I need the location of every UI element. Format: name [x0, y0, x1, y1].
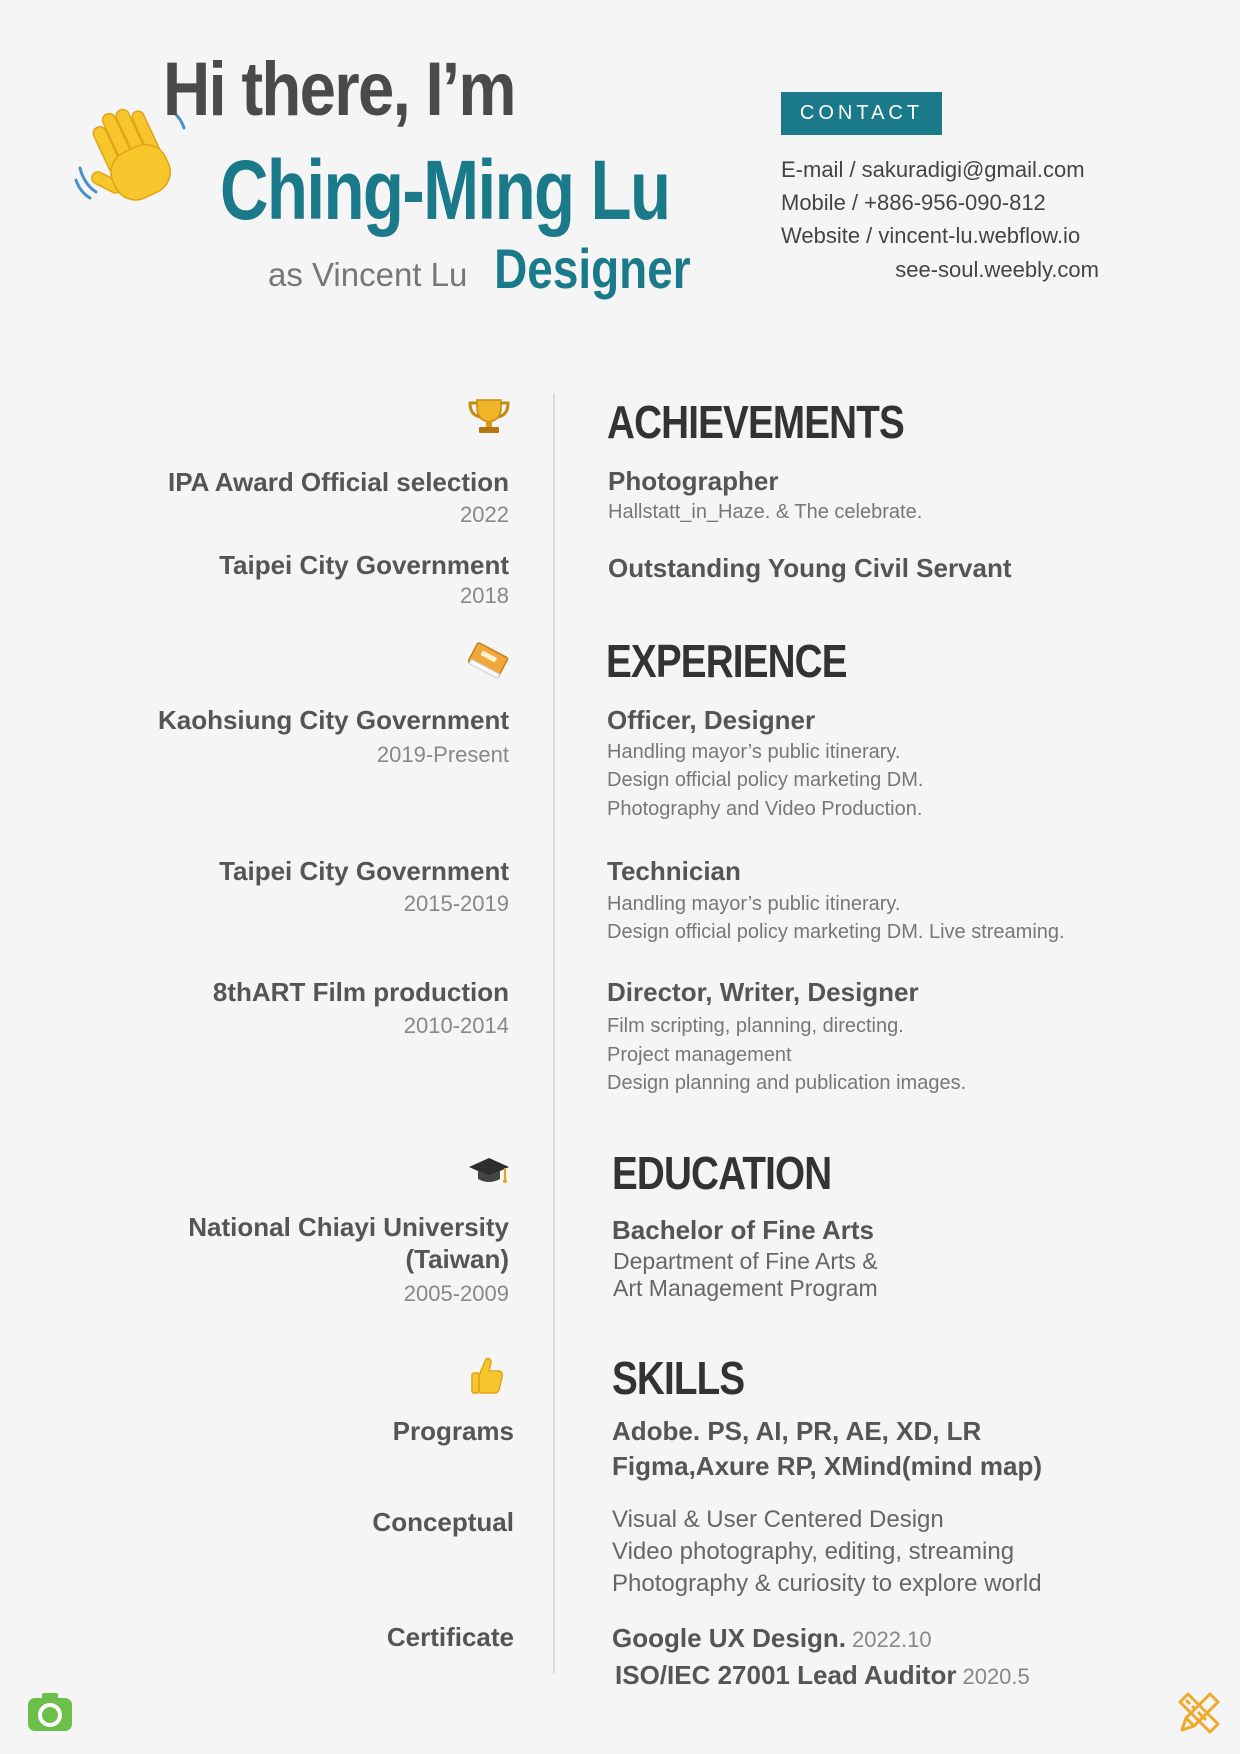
skills-program-line: Figma,Axure RP, XMind(mind map): [612, 1451, 1043, 1481]
experience-desc-line: Photography and Video Production.: [607, 798, 923, 820]
experience-org: 8thART Film production: [212, 977, 509, 1007]
experience-role: Director, Writer, Designer: [607, 977, 919, 1007]
section-title-education: EDUCATION: [612, 1147, 832, 1199]
certificate-item: [615, 1658, 1030, 1694]
contact-badge: CONTACT: [781, 92, 942, 135]
achievement-year: 2018: [460, 583, 509, 608]
experience-desc-line: Design official policy marketing DM.: [607, 769, 924, 791]
skills-conceptual-line: Video photography, editing, streaming: [612, 1538, 1015, 1565]
experience-years: 2019-Present: [376, 742, 509, 767]
achievement-year: 2022: [460, 502, 509, 527]
trophy-icon: [467, 396, 511, 436]
certificate-date: 2022.10: [852, 1627, 932, 1652]
website-line-2[interactable]: see-soul.weebly.com: [895, 257, 1099, 282]
section-title-experience: EXPERIENCE: [606, 635, 847, 687]
experience-role: Technician: [607, 856, 741, 886]
achievement-desc: Hallstatt_in_Haze. & The celebrate.: [608, 501, 923, 523]
book-icon: [465, 641, 511, 679]
experience-org: Taipei City Government: [219, 856, 509, 886]
education-dept-line: Department of Fine Arts &: [613, 1248, 878, 1274]
experience-org: Kaohsiung City Government: [157, 705, 509, 735]
experience-desc-line: Design planning and publication images.: [607, 1072, 967, 1094]
skills-conceptual-label: Conceptual: [372, 1507, 514, 1537]
certificate-item: [612, 1621, 932, 1657]
certificate-name: ISO/IEC 27001 Lead Auditor: [615, 1660, 957, 1690]
experience-role: Officer, Designer: [607, 705, 816, 735]
achievement-title: Outstanding Young Civil Servant: [608, 553, 1012, 583]
skills-programs-label: Programs: [392, 1416, 514, 1446]
achievement-org: IPA Award Official selection: [168, 467, 509, 497]
education-school: National Chiayi University: [188, 1212, 509, 1242]
design-tools-icon: [1176, 1690, 1222, 1736]
certificate-name: Google UX Design.: [612, 1623, 847, 1653]
achievement-title: Photographer: [608, 466, 779, 496]
education-degree: Bachelor of Fine Arts: [612, 1215, 874, 1245]
graduation-cap-icon: [467, 1156, 511, 1186]
experience-desc-line: Handling mayor’s public itinerary.: [607, 741, 901, 763]
camera-icon: [26, 1691, 74, 1733]
greeting-heading: Hi there, I’m: [163, 47, 515, 132]
full-name-heading: Ching-Ming Lu: [220, 143, 670, 237]
skills-conceptual-line: Visual & User Centered Design: [612, 1506, 944, 1533]
experience-desc-line: Design official policy marketing DM. Live streaming.: [607, 921, 1065, 943]
role-heading: Designer: [494, 237, 691, 300]
education-school-country: (Taiwan): [405, 1244, 509, 1274]
skills-program-line: Adobe. PS, AI, PR, AE, XD, LR: [612, 1416, 982, 1446]
timeline-divider: [553, 393, 555, 1673]
skills-certificate-label: Certificate: [386, 1622, 514, 1652]
website-line[interactable]: Website / vincent-lu.webflow.io: [781, 223, 1081, 248]
section-title-achievements: ACHIEVEMENTS: [607, 396, 904, 448]
education-years: 2005-2009: [403, 1281, 509, 1306]
mobile-line[interactable]: Mobile / +886-956-090-812: [781, 190, 1046, 215]
email-line[interactable]: E-mail / sakuradigi@gmail.com: [781, 157, 1085, 182]
alias-text: as Vincent Lu: [268, 256, 468, 293]
skills-conceptual-line: Photography & curiosity to explore world: [612, 1570, 1042, 1597]
thumbs-up-icon: [470, 1355, 504, 1395]
education-dept-line: Art Management Program: [613, 1275, 878, 1301]
experience-desc-line: Film scripting, planning, directing.: [607, 1015, 904, 1037]
certificate-date: 2020.5: [962, 1664, 1030, 1689]
section-title-skills: SKILLS: [612, 1352, 745, 1404]
experience-desc-line: Handling mayor’s public itinerary.: [607, 893, 901, 915]
achievement-org: Taipei City Government: [219, 550, 509, 580]
experience-years: 2015-2019: [403, 891, 509, 916]
experience-years: 2010-2014: [403, 1013, 509, 1038]
experience-desc-line: Project management: [607, 1044, 792, 1066]
